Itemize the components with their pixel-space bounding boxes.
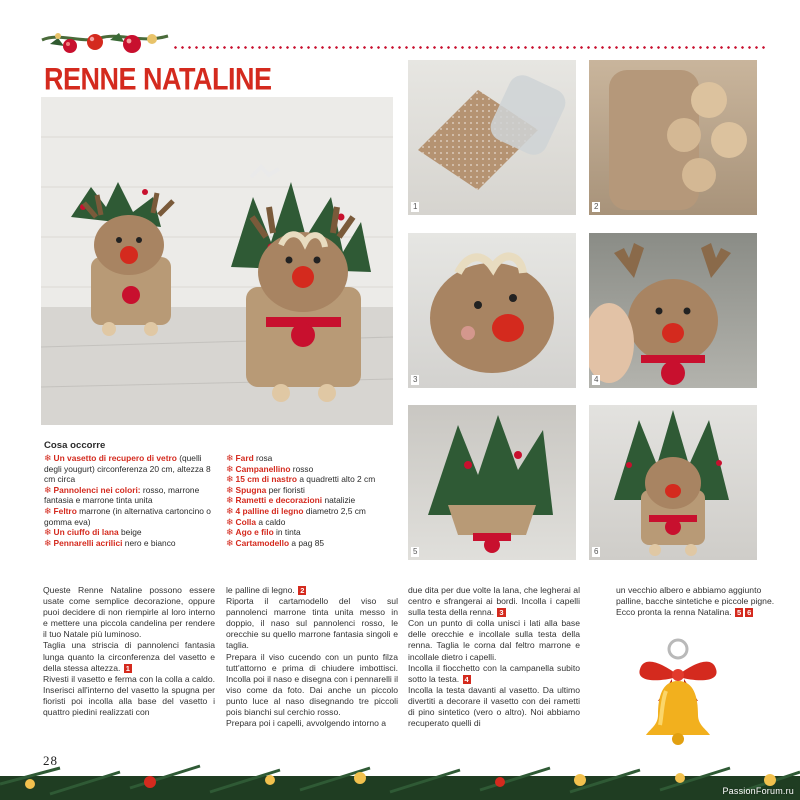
material-item: ❄ Campanellino rosso bbox=[226, 463, 314, 474]
paragraph: un vecchio albero e abbiamo aggiunto palline, bacche sintetiche e piccole pigne. Ecco pronta la renna Natalina. 5 6 bbox=[616, 585, 775, 618]
material-item: ❄ Feltro marrone (in alternativa cartoncino o gomma eva) bbox=[44, 505, 211, 527]
paragraph: Prepara il viso cucendo con un punto filza tutt'attorno e prima di chiudere imbottisci. Incolla poi il naso e disegna con i pennarelli il viso come da foto. Dai anche un piccolo punto luce al naso disegnando tre piccoli pois bianchi sul cerchio rosso. bbox=[226, 651, 398, 718]
step-number: 4 bbox=[594, 375, 599, 384]
step-number: 1 bbox=[413, 202, 418, 211]
paragraph: Prepara poi i capelli, avvolgendo intorno a bbox=[226, 718, 387, 729]
snowflake-icon: ❄ bbox=[44, 505, 52, 516]
material-item: ❄ Spugna per fioristi bbox=[226, 484, 305, 495]
material-item: ❄ Pennarelli acrilici nero e bianco bbox=[44, 537, 176, 548]
paragraph: le palline di legno. 2 bbox=[226, 585, 305, 595]
step-ref-badge: 3 bbox=[499, 608, 504, 618]
snowflake-icon: ❄ bbox=[226, 537, 234, 548]
step-photo-5 bbox=[408, 405, 576, 560]
text-column-4 bbox=[616, 585, 781, 618]
materials-column-right bbox=[226, 453, 406, 548]
step-ref-badge: 1 bbox=[125, 663, 130, 673]
snowflake-icon: ❄ bbox=[226, 527, 234, 538]
step-ref-badge: 2 bbox=[300, 586, 305, 595]
snowflake-icon: ❄ bbox=[44, 453, 52, 463]
snowflake-icon: ❄ bbox=[44, 527, 52, 538]
step-photo-1 bbox=[408, 60, 576, 215]
material-item: ❄ Fard rosa bbox=[226, 453, 273, 463]
materials-list bbox=[44, 440, 404, 548]
text-column-2 bbox=[226, 585, 398, 729]
material-item: ❄ Pannolenci nei colori: rosso, marrone fantasia e marrone tinta unita bbox=[44, 484, 200, 506]
step-number: 5 bbox=[413, 547, 418, 556]
snowflake-icon: ❄ bbox=[226, 495, 234, 506]
christmas-ornaments-icon bbox=[40, 26, 170, 60]
step-photo-2 bbox=[589, 60, 757, 215]
material-item: ❄ Ago e filo in tinta bbox=[226, 527, 301, 538]
snowflake-icon: ❄ bbox=[44, 537, 52, 548]
paragraph: Queste Renne Nataline possono essere usate come semplice decorazione, oppure puoi decidere di non riempirle al loro interno e mettere una piccola candelina per rendere il tuo Natale più luminoso. bbox=[43, 585, 215, 640]
step-number: 3 bbox=[413, 375, 418, 384]
paragraph: Taglia una striscia di pannolenci fantasia lunga quanto la circonferenza del vasetto e della stessa altezza. 1 bbox=[43, 640, 215, 673]
material-item: ❄ 15 cm di nastro a quadretti alto 2 cm bbox=[226, 474, 376, 485]
step-number: 6 bbox=[594, 547, 599, 556]
step-ref-badge: 6 bbox=[747, 608, 752, 618]
snowflake-icon: ❄ bbox=[226, 516, 234, 527]
text-column-1 bbox=[43, 585, 215, 718]
paragraph: Incolla il fiocchetto con la campanella subito sotto la testa. 4 bbox=[408, 662, 580, 684]
page-title: RENNE NATALINE bbox=[44, 62, 272, 97]
material-item: ❄ Rametti e decorazioni natalizie bbox=[226, 495, 356, 506]
snowflake-icon: ❄ bbox=[226, 474, 234, 485]
material-item: ❄ Un vasetto di recupero di vetro (quelli degli yougurt) circonferenza 20 cm, altezza 8 cm circa bbox=[44, 453, 211, 485]
step-ref-badge: 5 bbox=[737, 608, 742, 618]
snowflake-icon: ❄ bbox=[226, 505, 234, 516]
paragraph: Con un punto di colla unisci i lati alla base delle orecchie e incollale sulla testa della renna. Taglia le corna dal feltro marrone e incollale dietro i capelli. bbox=[408, 618, 580, 662]
dotted-divider bbox=[172, 46, 766, 49]
paragraph: Rivesti il vasetto e ferma con la colla a caldo. Inserisci all'interno del vasetto la spugna per fioristi poi incolla alla base del vasetto i quattro piedini realizzati con bbox=[43, 673, 215, 718]
step-photo-6 bbox=[589, 405, 757, 560]
material-item: ❄ 4 palline di legno diametro 2,5 cm bbox=[226, 505, 366, 516]
snowflake-icon: ❄ bbox=[226, 484, 234, 495]
snowflake-icon: ❄ bbox=[44, 484, 52, 495]
paragraph: Riporta il cartamodello del viso sul pannolenci marrone tinta unita messo in doppio, il naso sul pannolenci rosso, le orecchie su quello marrone fantasia singoli e taglia. bbox=[226, 596, 398, 651]
step-photo-3 bbox=[408, 233, 576, 388]
material-item: ❄ Cartamodello a pag 85 bbox=[226, 537, 325, 548]
hero-photo bbox=[41, 97, 393, 425]
materials-heading: Cosa occorre bbox=[44, 440, 106, 451]
step-ref-badge: 4 bbox=[464, 674, 469, 684]
step-number: 2 bbox=[594, 202, 599, 211]
snowflake-icon: ❄ bbox=[226, 463, 234, 474]
paragraph: Incolla la testa davanti al vasetto. Da ultimo divertiti a decorare il vasetto con dei rametti di pino sintetico (vero o altro). Noi abbiamo recuperato quelli di bbox=[408, 684, 580, 729]
material-item: ❄ Un ciuffo di lana beige bbox=[44, 527, 142, 538]
bell-icon bbox=[632, 635, 724, 747]
paragraph: due dita per due volte la lana, che legherai al centro e sfrangerai ai bordi. Incolla i capelli sulla testa della renna. 3 bbox=[408, 585, 580, 618]
step-photo-4 bbox=[589, 233, 757, 388]
material-item: ❄ Colla a caldo bbox=[226, 516, 286, 527]
page-number: 28 bbox=[43, 753, 58, 768]
snowflake-icon: ❄ bbox=[226, 453, 234, 463]
text-column-3 bbox=[408, 585, 580, 729]
watermark: PassionForum.ru bbox=[722, 786, 794, 796]
materials-column-left bbox=[44, 453, 219, 548]
garland-icon bbox=[0, 754, 800, 800]
